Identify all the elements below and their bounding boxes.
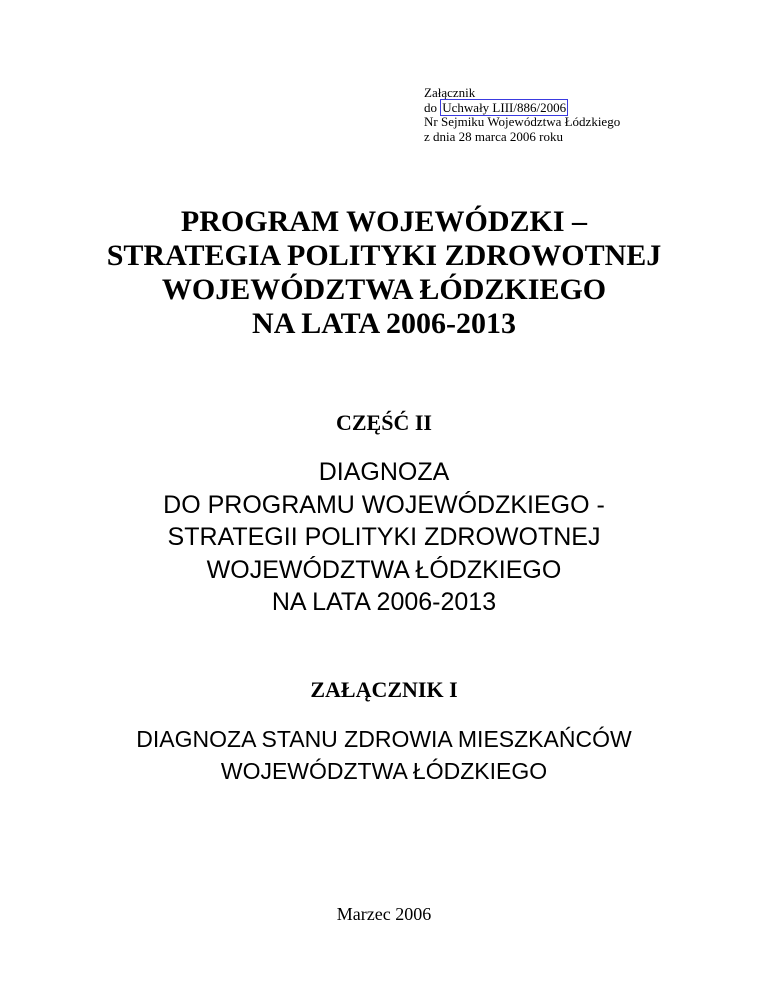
annex-subtitle bbox=[0, 723, 768, 787]
document-date: Marzec 2006 bbox=[336, 904, 432, 924]
part-subtitle-line-4: WOJEWÓDZTWA ŁÓDZKIEGO bbox=[206, 555, 562, 584]
document-title bbox=[0, 205, 768, 341]
annex-note-line4: z dnia 28 marca 2006 roku bbox=[424, 128, 563, 144]
part-subtitle bbox=[0, 456, 768, 619]
annex-subtitle-line-1: DIAGNOZA STANU ZDROWIA MIESZKAŃCÓW bbox=[136, 726, 632, 752]
annex-note-line3: Nr Sejmiku Województwa Łódzkiego bbox=[424, 114, 621, 129]
annex-note-line2 bbox=[424, 101, 724, 116]
title-line-3: WOJEWÓDZTWA ŁÓDZKIEGO bbox=[161, 273, 607, 306]
part-heading: CZĘŚĆ II bbox=[336, 410, 432, 435]
title-line-1: PROGRAM WOJEWÓDZKI – bbox=[180, 205, 588, 238]
title-line-2: STRATEGIA POLITYKI ZDROWOTNEJ bbox=[106, 239, 662, 272]
resolution-link[interactable]: Uchwały LIII/886/2006 bbox=[442, 99, 567, 115]
part-subtitle-line-5: NA LATA 2006-2013 bbox=[271, 588, 497, 616]
title-line-4: NA LATA 2006-2013 bbox=[252, 307, 516, 340]
annex-subtitle-line-2: WOJEWÓDZTWA ŁÓDZKIEGO bbox=[220, 758, 548, 784]
annex-note-line1: Załącznik bbox=[424, 85, 476, 100]
annex-note bbox=[424, 86, 724, 144]
part-subtitle-line-3: STRATEGII POLITYKI ZDROWOTNEJ bbox=[167, 523, 601, 551]
part-subtitle-line-1: DIAGNOZA bbox=[318, 458, 450, 486]
part-subtitle-line-2: DO PROGRAMU WOJEWÓDZKIEGO - bbox=[163, 490, 605, 519]
annex-heading: ZAŁĄCZNIK I bbox=[310, 677, 458, 702]
annex-note-line2-prefix: do bbox=[424, 99, 441, 115]
